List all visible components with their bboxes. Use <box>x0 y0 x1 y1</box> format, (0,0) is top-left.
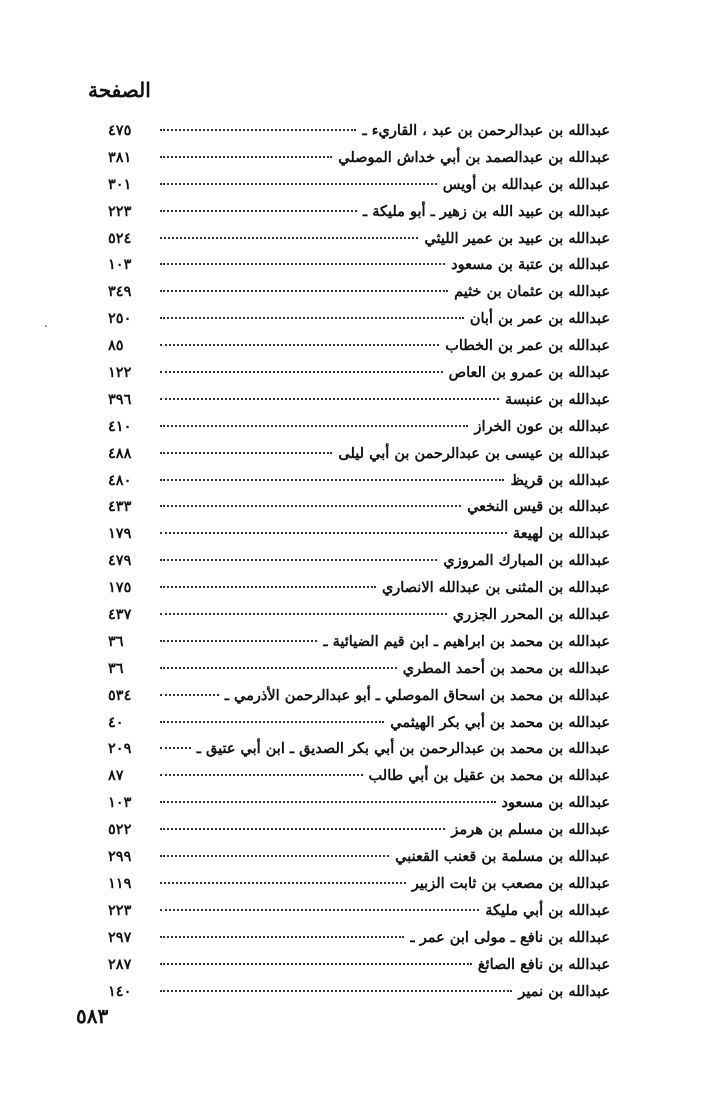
entry-name: عبدالله بن عنبسة <box>505 390 610 408</box>
entry-page-number: ٣٦ <box>108 659 124 677</box>
index-entry <box>108 710 610 737</box>
dot-leader <box>160 882 406 884</box>
entry-name: عبدالله بن عون الخراز <box>474 417 610 435</box>
index-entry <box>108 629 610 656</box>
entry-page-number: ١٤٠ <box>108 982 132 1000</box>
entry-page-number: ١٠٣ <box>108 256 132 274</box>
entry-name: عبدالله بن عمر بن أبان <box>469 310 610 328</box>
index-entry <box>108 656 610 683</box>
entry-name: عبدالله بن محمد بن ابراهيم ـ ابن قيم الضيائية ـ <box>323 632 610 650</box>
entry-page-number: ٢٢٣ <box>108 901 132 919</box>
entry-page-number: ٤٧٥ <box>108 122 132 139</box>
index-entry <box>108 683 610 710</box>
entry-name: عبدالله بن عمر بن الخطاب <box>445 337 610 355</box>
entry-name: عبدالله بن عمرو بن العاص <box>448 364 610 382</box>
entry-name: عبدالله بن مسعود <box>501 794 610 812</box>
index-entry <box>108 360 610 387</box>
dot-leader <box>160 183 437 185</box>
dot-leader <box>160 774 363 776</box>
entry-page-number: ٤١٠ <box>108 417 132 435</box>
index-entry <box>108 979 610 1006</box>
entry-page-number: ٢٩٧ <box>108 928 132 946</box>
entry-page-number: ١٢٢ <box>108 364 132 382</box>
entry-name: عبدالله بن مسلم بن هرمز <box>451 821 610 839</box>
entry-page-number: ٤٧٩ <box>108 552 132 570</box>
dot-leader <box>160 559 437 561</box>
dot-leader <box>160 317 464 319</box>
entry-name: عبدالله بن محمد بن أبي بكر الهيثمي <box>390 713 610 731</box>
entry-name: عبدالله بن عبدالرحمن بن عبد ، القاريء ـ <box>362 122 610 139</box>
index-entry <box>108 252 610 279</box>
dot-leader <box>160 290 448 292</box>
entry-name: عبدالله بن المثنى بن عبدالله الانصاري <box>381 579 610 597</box>
entry-page-number: ٢٥٠ <box>108 310 132 328</box>
dot-leader <box>160 667 397 669</box>
dot-leader <box>160 828 445 830</box>
entry-name: عبدالله بن أبي مليكة <box>485 901 610 919</box>
index-entry <box>108 602 610 629</box>
entry-page-number: ١٠٣ <box>108 794 132 812</box>
entry-name: عبدالله بن مصعب بن ثابت الزبير <box>411 874 610 892</box>
index-entry <box>108 172 610 199</box>
dot-leader <box>160 936 404 938</box>
index-entry <box>108 736 610 763</box>
index-entry <box>108 871 610 898</box>
dot-leader <box>160 963 472 965</box>
entry-name: عبدالله بن محمد بن عبدالرحمن بن أبي بكر الصديق ـ ابن أبي عتيق ـ <box>196 740 610 758</box>
dot-leader <box>160 505 461 507</box>
dot-leader <box>160 855 389 857</box>
index-entry <box>108 898 610 925</box>
entry-name: عبدالله بن نمير <box>518 982 610 1000</box>
entry-name: عبدالله بن عثمان بن خثيم <box>454 283 610 301</box>
entry-page-number: ٥٢٢ <box>108 821 132 839</box>
entry-name: عبدالله بن عبيد بن عمير الليثي <box>424 229 610 247</box>
dot-leader <box>160 640 317 642</box>
dot-leader <box>160 452 332 454</box>
index-entry <box>108 145 610 172</box>
entry-page-number: ١٧٥ <box>108 579 132 597</box>
dot-leader <box>160 909 479 911</box>
entry-name: عبدالله بن قريظ <box>510 471 610 489</box>
index-entry <box>108 494 610 521</box>
index-entry <box>108 199 610 226</box>
dot-leader <box>160 613 447 615</box>
entry-name: عبدالله بن عيسى بن عبدالرحمن بن أبي ليلى <box>338 444 610 462</box>
entry-page-number: ١٧٩ <box>108 525 132 543</box>
dot-leader <box>160 371 443 373</box>
entry-page-number: ٣٨١ <box>108 148 132 166</box>
index-entry <box>108 279 610 306</box>
entry-name: عبدالله بن عتبة بن مسعود <box>451 256 610 274</box>
entry-name: عبدالله بن نافع ـ مولى ابن عمر ـ <box>410 928 610 946</box>
index-entry <box>108 925 610 952</box>
entry-page-number: ٤٣٣ <box>108 498 132 516</box>
dot-leader <box>160 479 504 481</box>
entry-page-number: ٣٩٦ <box>108 390 132 408</box>
dot-leader <box>160 425 468 427</box>
entry-page-number: ٤٠ <box>108 713 124 731</box>
entry-page-number: ٥٣٤ <box>108 686 132 704</box>
dot-leader <box>160 344 439 346</box>
entry-page-number: ٤٨٨ <box>108 444 132 462</box>
entry-name: عبدالله بن محمد بن أحمد المطري <box>402 659 610 677</box>
index-entry <box>108 441 610 468</box>
index-entry <box>108 414 610 441</box>
name-index-list <box>108 118 610 1005</box>
dot-leader <box>160 721 384 723</box>
entry-page-number: ٤٣٧ <box>108 606 132 624</box>
entry-page-number: ٢٢٣ <box>108 202 132 220</box>
entry-name: عبدالله بن قيس النخعي <box>467 498 610 516</box>
entry-name: عبدالله بن نافع الصائغ <box>477 955 610 973</box>
index-entry <box>108 333 610 360</box>
entry-page-number: ٢٨٧ <box>108 955 132 973</box>
index-entry <box>108 844 610 871</box>
entry-name: عبدالله بن المبارك المروزي <box>443 552 610 570</box>
entry-name: عبدالله بن لهيعة <box>512 525 610 543</box>
index-entry <box>108 118 610 145</box>
scan-speck <box>45 325 47 327</box>
index-entry <box>108 521 610 548</box>
page-column-header: الصفحة <box>88 78 151 102</box>
index-entry <box>108 468 610 495</box>
entry-name: عبدالله بن عبدالصمد بن أبي خداش الموصلي <box>338 148 610 166</box>
entry-name: عبدالله بن عبيد الله بن زهير ـ أبو مليكة ـ <box>362 202 610 220</box>
dot-leader <box>160 586 376 588</box>
dot-leader <box>160 398 499 400</box>
index-entry <box>108 575 610 602</box>
dot-leader <box>160 237 418 239</box>
dot-leader <box>160 532 507 534</box>
dot-leader <box>160 747 191 749</box>
entry-page-number: ٢٠٩ <box>108 740 132 758</box>
entry-name: عبدالله بن محمد بن اسحاق الموصلي ـ أبو عبدالرحمن الأذرمي ـ <box>224 686 610 704</box>
entry-page-number: ٣٤٩ <box>108 283 132 301</box>
entry-page-number: ٣٦ <box>108 632 124 650</box>
index-entry <box>108 306 610 333</box>
entry-page-number: ٥٢٤ <box>108 229 132 247</box>
entry-name: عبدالله بن محمد بن عقيل بن أبي طالب <box>368 767 610 785</box>
dot-leader <box>160 156 332 158</box>
entry-name: عبدالله بن مسلمة بن قعنب القعنبي <box>395 848 610 866</box>
index-entry <box>108 817 610 844</box>
dot-leader <box>160 990 512 992</box>
index-entry <box>108 952 610 979</box>
entry-page-number: ٣٠١ <box>108 175 132 193</box>
index-entry <box>108 790 610 817</box>
page-number: ٥٨٣ <box>76 1004 109 1028</box>
dot-leader <box>160 210 357 212</box>
entry-page-number: ٢٩٩ <box>108 848 132 866</box>
dot-leader <box>160 801 496 803</box>
entry-page-number: ٨٥ <box>108 337 124 355</box>
dot-leader <box>160 129 356 131</box>
entry-page-number: ٤٨٠ <box>108 471 132 489</box>
entry-name: عبدالله بن عبدالله بن أويس <box>442 175 610 193</box>
index-entry <box>108 548 610 575</box>
dot-leader <box>160 263 445 265</box>
entry-page-number: ١١٩ <box>108 874 132 892</box>
index-entry <box>108 763 610 790</box>
entry-name: عبدالله بن المحرر الجزري <box>452 606 610 624</box>
index-entry <box>108 387 610 414</box>
index-entry <box>108 226 610 253</box>
dot-leader <box>160 694 219 696</box>
entry-page-number: ٨٧ <box>108 767 124 785</box>
